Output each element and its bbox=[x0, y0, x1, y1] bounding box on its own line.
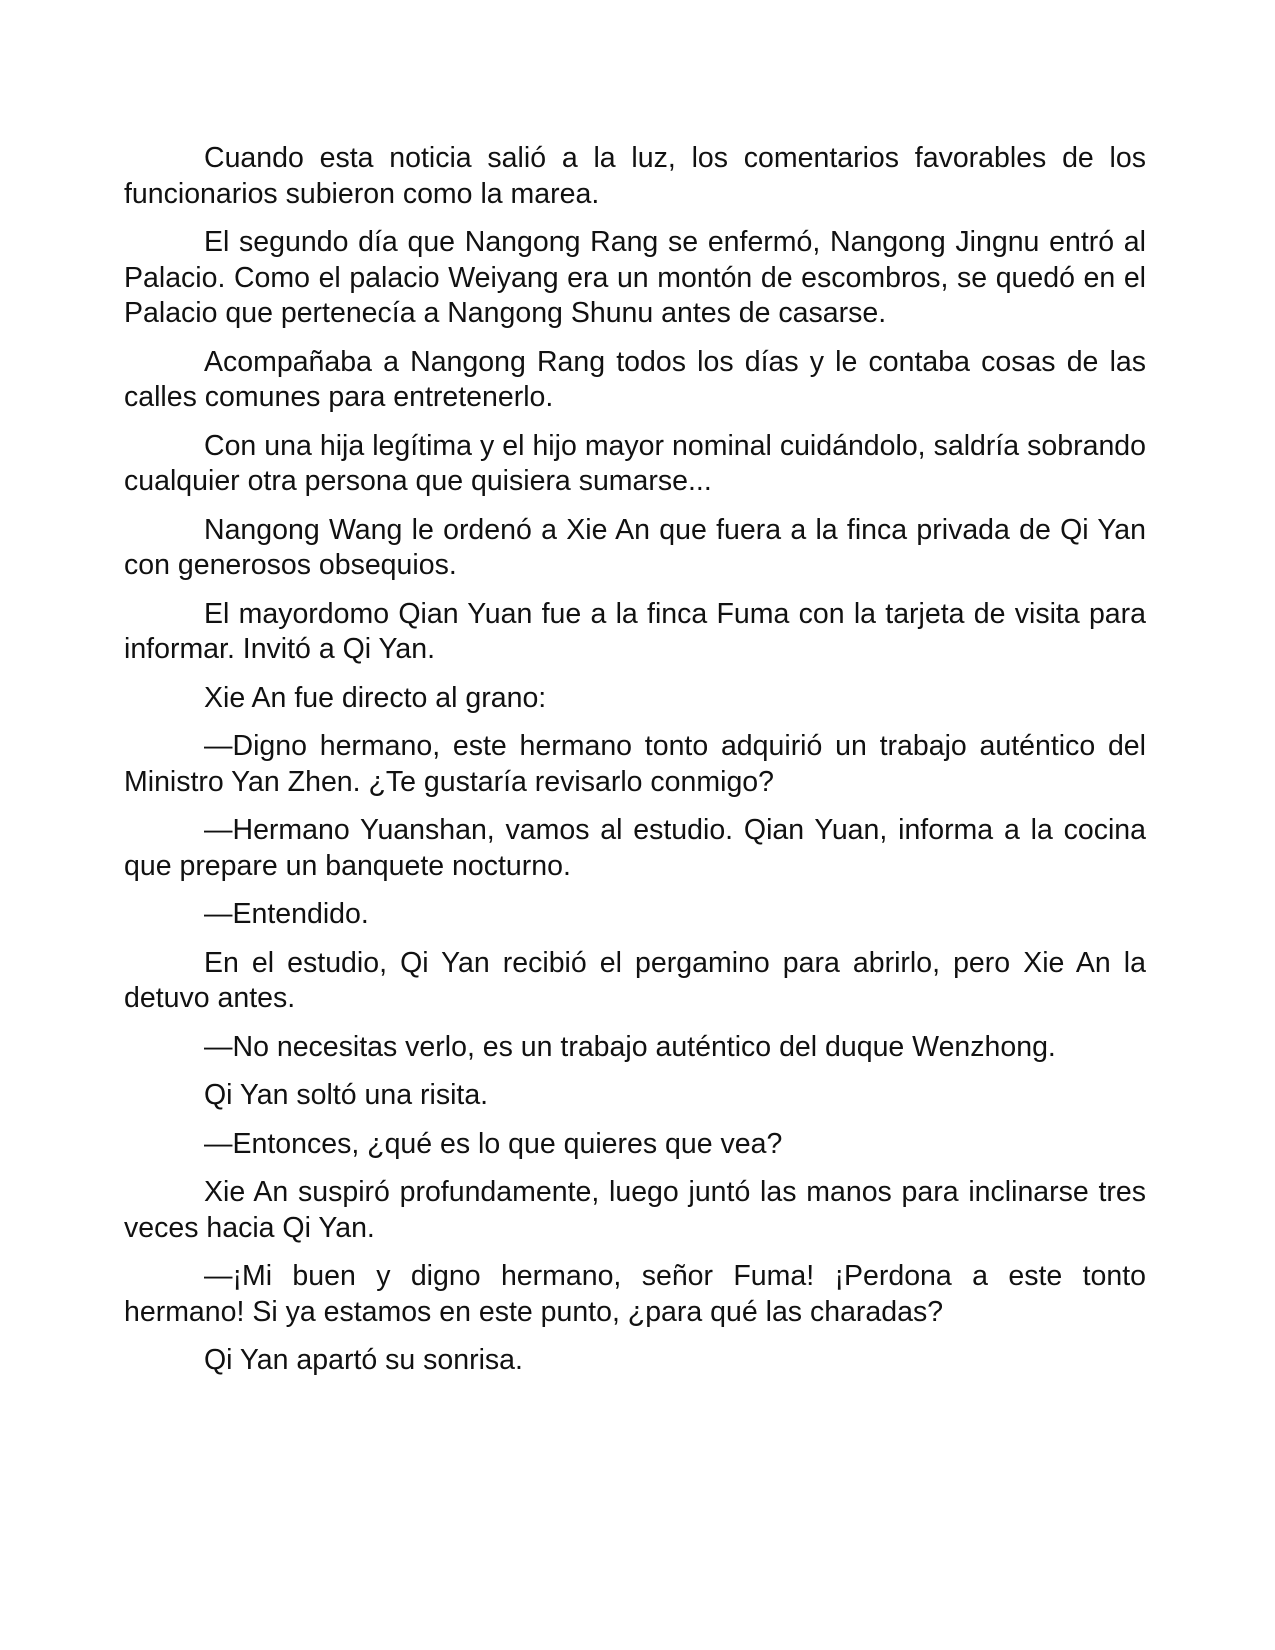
paragraph: Cuando esta noticia salió a la luz, los comentarios favorables de los funcionarios subieron como la marea. bbox=[124, 142, 1146, 210]
paragraph: —Hermano Yuanshan, vamos al estudio. Qian Yuan, informa a la cocina que prepare un banquete nocturno. bbox=[124, 814, 1146, 882]
paragraph: —¡Mi buen y digno hermano, señor Fuma! ¡Perdona a este tonto hermano! Si ya estamos en este punto, ¿para qué las charadas? bbox=[124, 1260, 1146, 1328]
paragraph: En el estudio, Qi Yan recibió el pergamino para abrirlo, pero Xie An la detuvo antes. bbox=[124, 946, 1146, 1014]
paragraph: —No necesitas verlo, es un trabajo auténtico del duque Wenzhong. bbox=[204, 1030, 1056, 1063]
paragraph: Xie An fue directo al grano: bbox=[204, 681, 547, 714]
paragraph: Qi Yan soltó una risita. bbox=[204, 1079, 489, 1111]
paragraph: Nangong Wang le ordenó a Xie An que fuera a la finca privada de Qi Yan con generosos obsequios. bbox=[124, 513, 1146, 581]
paragraph: Xie An suspiró profundamente, luego juntó las manos para inclinarse tres veces hacia Qi Yan. bbox=[124, 1176, 1146, 1244]
paragraph: Con una hija legítima y el hijo mayor nominal cuidándolo, saldría sobrando cualquier otra persona que quisiera sumarse... bbox=[124, 429, 1146, 497]
paragraph: El mayordomo Qian Yuan fue a la finca Fuma con la tarjeta de visita para informar. Invitó a Qi Yan. bbox=[124, 597, 1146, 665]
paragraph: —Entonces, ¿qué es lo que quieres que vea? bbox=[204, 1127, 783, 1160]
paragraph: —Digno hermano, este hermano tonto adquirió un trabajo auténtico del Ministro Yan Zhen. ¿Te gustaría revisarlo conmigo? bbox=[124, 730, 1146, 798]
paragraph: Acompañaba a Nangong Rang todos los días y le contaba cosas de las calles comunes para entretenerlo. bbox=[124, 345, 1146, 413]
body-text bbox=[124, 141, 1146, 1392]
paragraph: Qi Yan apartó su sonrisa. bbox=[204, 1344, 523, 1376]
paragraph: —Entendido. bbox=[204, 898, 369, 930]
paragraph: El segundo día que Nangong Rang se enfermó, Nangong Jingnu entró al Palacio. Como el palacio Weiyang era un montón de escombros, se quedó en el Palacio que pertenecía a Nangong Shunu antes de casarse. bbox=[124, 226, 1146, 329]
